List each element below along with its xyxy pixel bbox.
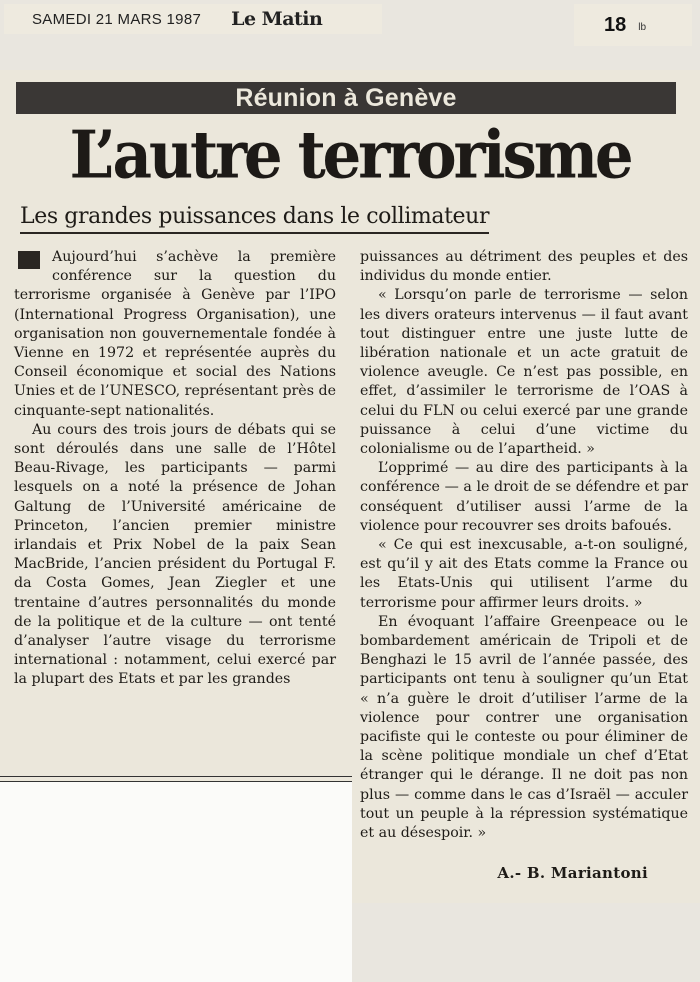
page-clipping [574, 4, 692, 46]
blank-cutout-area [0, 782, 352, 982]
date-clipping [4, 4, 382, 34]
article-clipping [0, 70, 700, 903]
paragraph: L’opprimé — au dire des participants à la conférence — a le droit de se défendre et par conséquent d’utiliser aussi l’arme de la violence pour recouvrer ses droits bafoués. [360, 460, 688, 534]
paragraph [14, 248, 336, 421]
paragraph: « Ce qui est inexcusable, a-t-on souligné, est qu’il y ait des Etats comme la France ou les Etats-Unis qui utilisent l’arme du terrorisme pour affirmer leurs droits. » [360, 537, 688, 611]
deck: Les grandes puissances dans le collimateur [20, 204, 489, 234]
newspaper-name: Le Matin [231, 8, 323, 30]
page-code: lb [638, 21, 647, 33]
paragraph: En évoquant l’affaire Greenpeace ou le bombardement américain de Tripoli et de Benghazi le 15 avril de l’année passée, des participants ont tenu à souligner qu’un Etat « n’a guère le droit d’utiliser l’arme de la violence pour contrer une organisation pacifiste qui le conteste ou pour éliminer de la scène politique mondiale un chef d’Etat étranger qui le dérange. Il ne doit pas non plus — comme dans le cas d’Israël — acculer tout un peuple à la répression systématique et au désespoir. » [360, 613, 688, 842]
right-column [360, 248, 688, 843]
paragraph: Au cours des trois jours de débats qui se sont déroulés dans une salle de l’Hôtel Beau-Rivage, les participants — parmi lesquels on a noté la présence de Johan Galtung de l’Université américaine de Princeton, l’ancien premier ministre irlandais et Prix Nobel de la paix Sean MacBride, l’ancien président du Portugal F. da Costa Gomes, Jean Ziegler et une trentaine d’autres personnalités du monde de la politique et de la culture — ont tenté d’analyser l’autre visage du terrorisme international : notamment, celui exercé par la plupart des Etats et par les grandes [14, 421, 336, 688]
paragraph: « Lorsqu’on parle de terrorisme — selon les divers orateurs intervenus — il faut avant tout distinguer entre une juste lutte de libération nationale et un acte gratuit de violence aveugle. Ce n’est pas possible, en effet, d’assimiler le terrorisme de l’OAS à celui du FLN ou celui exercé par une grande puissance à celui d’une victime du colonialisme ou de l’apartheid. » [360, 287, 688, 458]
lead-square-marker [18, 251, 40, 269]
kicker-bar [16, 82, 676, 114]
kicker: Réunion à Genève [235, 83, 457, 112]
paragraph: puissances au détriment des peuples et des individus du monde entier. [360, 249, 688, 285]
byline: A.- B. Mariantoni [497, 864, 648, 882]
left-column [14, 248, 336, 690]
issue-date: SAMEDI 21 MARS 1987 [32, 10, 202, 28]
paragraph-text: Aujourd’hui s’achève la première conférence sur la question du terrorisme organisée à Genève par l’IPO (International Progress Organisation), une organisation non gouvernementale fondée à Vienne en 1972 et représentée auprès du Conseil économique et social des Nations Unies et de l’UNESCO, représentant près de cinquante-sept nationalités. [14, 249, 336, 419]
headline: L’autre terrorisme [69, 117, 631, 194]
page-number: 18 [604, 13, 627, 36]
